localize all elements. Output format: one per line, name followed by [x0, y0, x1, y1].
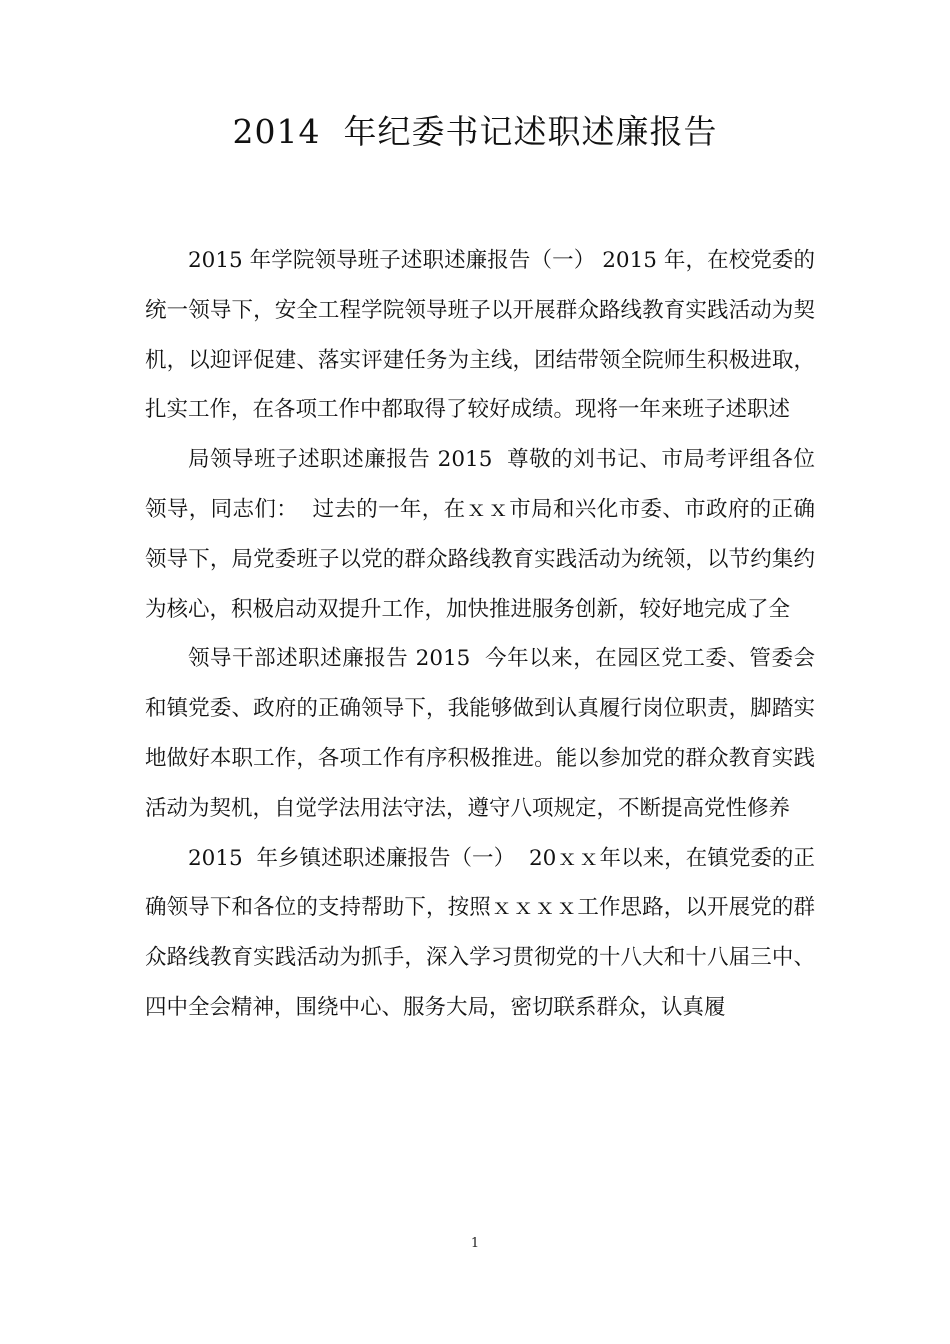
paragraph-3: 领导干部述职述廉报告 2015 今年以来，在园区党工委、管委会和镇党委、政府的正确领导下，我能够做到认真履行岗位职责，脚踏实地做好本职工作，各项工作有序积极推进。能以参加党的群众教育实践活动为契机，自觉学法用法守法，遵守八项规定，不断提高党性修养 [145, 646, 815, 821]
document-body [145, 236, 815, 1033]
paragraph-4: 2015 年乡镇述职述廉报告（一） 20ｘｘ年以来，在镇党委的正确领导下和各位的支持帮助下，按照ｘｘｘｘ工作思路，以开展党的群众路线教育实践活动为抓手，深入学习贯彻党的十八大和十八届三中、四中全会精神，围绕中心、服务大局，密切联系群众，认真履 [145, 845, 815, 1020]
paragraph-2: 局领导班子述职述廉报告 2015 尊敬的刘书记、市局考评组各位领导，同志们： 过去的一年，在ｘｘ市局和兴化市委、市政府的正确领导下，局党委班子以党的群众路线教育实践活动为统领，以节约集约为核心，积极启动双提升工作，加快推进服务创新，较好地完成了全 [145, 447, 815, 622]
paragraph-1: 2015 年学院领导班子述职述廉报告（一） 2015 年，在校党委的统一领导下，安全工程学院领导班子以开展群众路线教育实践活动为契机，以迎评促建、落实评建任务为主线，团结带领全院师生积极进取，扎实工作，在各项工作中都取得了较好成绩。现将一年来班子述职述 [145, 248, 815, 423]
page-number: 1 [470, 1236, 480, 1251]
document-title: 2014 年纪委书记述职述廉报告 [232, 112, 718, 151]
